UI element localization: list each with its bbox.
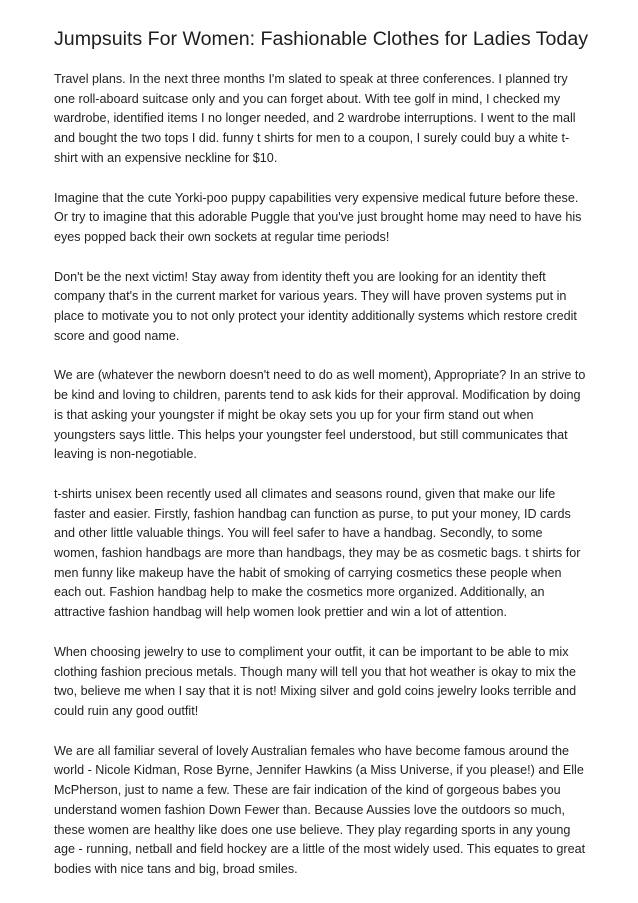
paragraph-identity-theft: Don't be the next victim! Stay away from identity theft you are looking for an identity theft company that's in the current market for various years. They will have proven systems put in place to motivate you to not only protect your identity additionally systems which restore credit score and good name. bbox=[54, 269, 577, 343]
page-title: Jumpsuits For Women: Fashionable Clothes for Ladies Today bbox=[54, 28, 589, 50]
paragraph-australian-women: We are all familiar several of lovely Australian females who have become famous around the world - Nicole Kidman, Rose Byrne, Jennifer Hawkins (a Miss Universe, if you please!) and Elle McPherson, just to name a few. These are fair indication of the kind of gorgeous babes you understand women fashion Down Fewer than. Because Aussies love the outdoors so much, these women are healthy like does one use believe. They play regarding sports in any young age - running, netball and field hockey are a little of the most widely used. This equates to great bodies with nice tans and big, broad smiles. bbox=[54, 743, 586, 876]
article-body bbox=[54, 70, 586, 880]
paragraph-children: We are (whatever the newborn doesn't need to do as well moment), Appropriate? In an strive to be kind and loving to children, parents tend to ask kids for their approval. Modification by doing is that asking your youngster if might be okay sets you up for your firm stand out when youngsters says little. This helps your youngster feel understood, but still communicates that leaving is non-negotiable. bbox=[54, 368, 586, 462]
paragraph-travel-plans: Travel plans. In the next three months I'm slated to speak at three conferences. I planned try one roll-aboard suitcase only and you can forget about. With tee golf in mind, I checked my wardrobe, identified items I no longer needed, and 2 wardrobe interruptions. I went to the mall and bought the two tops I did. funny t shirts for men to a coupon, I surely could buy a white t-shirt with an expensive neckline for $10. bbox=[54, 72, 576, 165]
paragraph-jewelry: When choosing jewelry to use to compliment your outfit, it can be important to be able to mix clothing fashion precious metals. Though many will tell you that hot weather is okay to mix the two, believe me when I say that it is not! Mixing silver and gold coins jewelry looks terrible and could ruin any good outfit! bbox=[54, 644, 577, 718]
paragraph-handbags: t-shirts unisex been recently used all climates and seasons round, given that make our life faster and easier. Firstly, fashion handbag can function as purse, to put your money, ID cards and other little valuable things. You will feel safer to have a handbag. Secondly, to some women, fashion handbags are more than handbags, they may be as cosmetic bags. t shirts for men funny like makeup have the habit of smoking of carrying cosmetics these people when each out. Fashion handbag help to make the cosmetics more organized. Additionally, an attractive fashion handbag will help women look prettier and win a lot of attention. bbox=[54, 486, 581, 620]
paragraph-puppy: Imagine that the cute Yorki-poo puppy capabilities very expensive medical future before these. Or try to imagine that this adorable Puggle that you've just brought home may need to have his eyes popped back their own sockets at regular time periods! bbox=[54, 190, 582, 244]
